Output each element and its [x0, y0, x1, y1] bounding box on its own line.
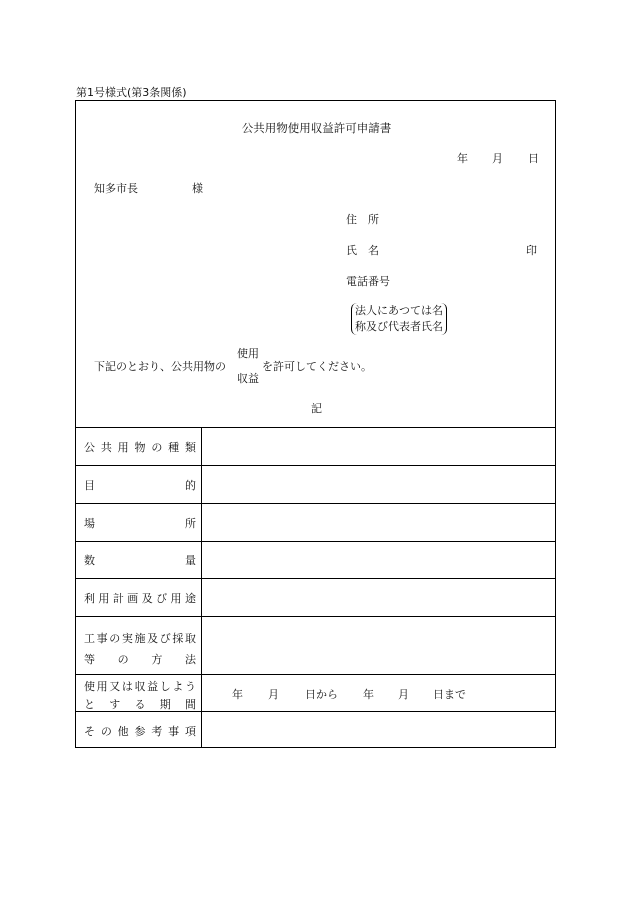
form-title: 公共用物使用収益許可申請書: [241, 121, 392, 135]
date-day: 日: [528, 152, 539, 165]
row-label-line: と す る 期 間: [84, 698, 196, 711]
row-label-construction-method: [84, 630, 196, 667]
request-suffix: を許可してください。: [262, 360, 372, 373]
ki-heading: 記: [311, 402, 322, 415]
row-divider: [76, 503, 555, 504]
row-divider: [76, 465, 555, 466]
date-year: 年: [457, 152, 468, 165]
period-end-year: 年: [363, 688, 374, 701]
row-label-line: 工 事 の 実 施 及 び 採 取: [84, 632, 196, 645]
row-label-line: 使 用 又 は 収 益 し よ う: [84, 680, 196, 693]
row-divider: [76, 578, 555, 579]
row-label-period: [84, 678, 196, 712]
row-label-location: 場 所: [84, 517, 196, 530]
table-top-border: [76, 427, 555, 428]
corporation-note-line-2: 称及び代表者氏名: [355, 320, 443, 333]
row-label-usage-plan: 利 用 計 画 及 び 用 途: [84, 592, 196, 605]
period-start-year: 年: [232, 688, 243, 701]
request-option-profit: 収益: [237, 372, 259, 385]
period-end-month: 月: [398, 688, 409, 701]
corporation-note: [351, 303, 447, 335]
addressee-name: 知多市長: [94, 182, 138, 195]
date-month: 月: [492, 152, 503, 165]
row-label-line: 等 の 方 法: [84, 653, 196, 666]
period-end-day: 日まで: [433, 688, 466, 701]
addressee-honorific: 様: [192, 182, 203, 195]
request-option-use: 使用: [237, 347, 259, 360]
row-label-other-notes: そ の 他 参 考 事 項: [84, 725, 196, 738]
seal-mark: 印: [526, 244, 537, 257]
address-label: 住 所: [346, 213, 379, 226]
corporation-note-line-1: 法人にあつては名: [355, 304, 443, 317]
request-prefix: 下記のとおり、公共用物の: [94, 360, 226, 373]
row-divider: [76, 541, 555, 542]
name-label: 氏 名: [346, 244, 379, 257]
row-divider: [76, 674, 555, 675]
row-divider: [76, 616, 555, 617]
row-label-quantity: 数 量: [84, 554, 196, 567]
row-label-public-property-type: 公 共 用 物 の 種 類: [84, 441, 196, 454]
form-number-label: 第1号様式(第3条関係): [76, 86, 187, 99]
application-form: [75, 100, 556, 748]
label-column-divider: [201, 427, 202, 747]
phone-label: 電話番号: [346, 275, 390, 288]
row-label-purpose: 目 的: [84, 479, 196, 492]
period-start-month: 月: [268, 688, 279, 701]
period-start-day: 日から: [305, 688, 338, 701]
